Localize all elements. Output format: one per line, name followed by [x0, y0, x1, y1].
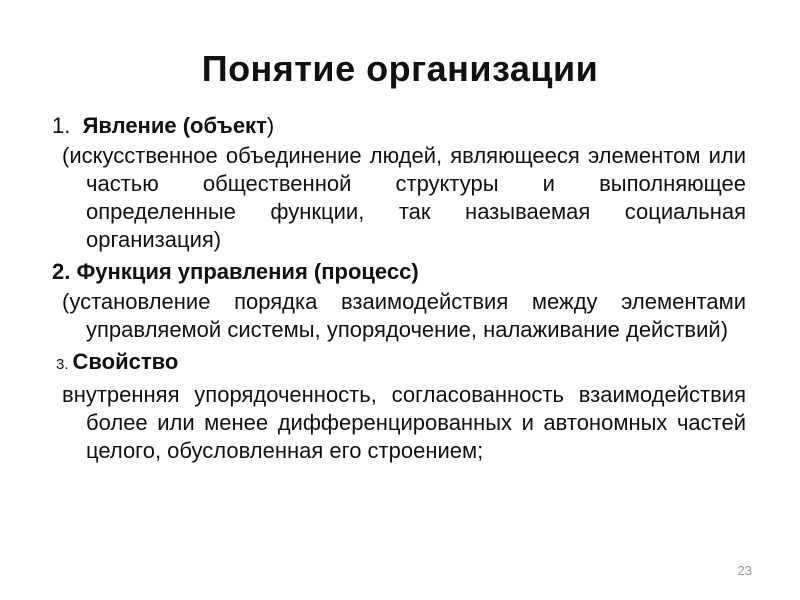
item-heading-2	[52, 258, 746, 286]
item-heading-text-2: Функция управления (процесс)	[76, 259, 419, 284]
item-description-1: (искусственное объединение людей, являющееся элементом или частью общественной структуры и выполняющее определенные функции, так называемая социальная организация)	[62, 143, 746, 252]
slide-title: Понятие организации	[201, 48, 599, 89]
item-number-2: 2.	[52, 259, 71, 284]
item-heading-3	[52, 348, 746, 379]
item-heading-text-3: Свойство	[72, 349, 179, 374]
item-number-1: 1.	[52, 113, 71, 138]
item-description-3: внутренняя упорядоченность, согласованность взаимодействия более или менее дифференцированных и автономных частей целого, обусловленная его строением;	[62, 382, 746, 463]
item-description-2: (установление порядка взаимодействия между элементами управляемой системы, упорядочение, налаживание действий)	[62, 289, 746, 342]
item-number-3: 3.	[56, 356, 69, 373]
item-heading-1	[52, 112, 746, 140]
page-number: 23	[737, 563, 752, 578]
item-heading-tail-1: )	[266, 113, 275, 138]
slide-content	[52, 112, 746, 469]
item-heading-text-1: Явление (объект	[82, 113, 267, 138]
